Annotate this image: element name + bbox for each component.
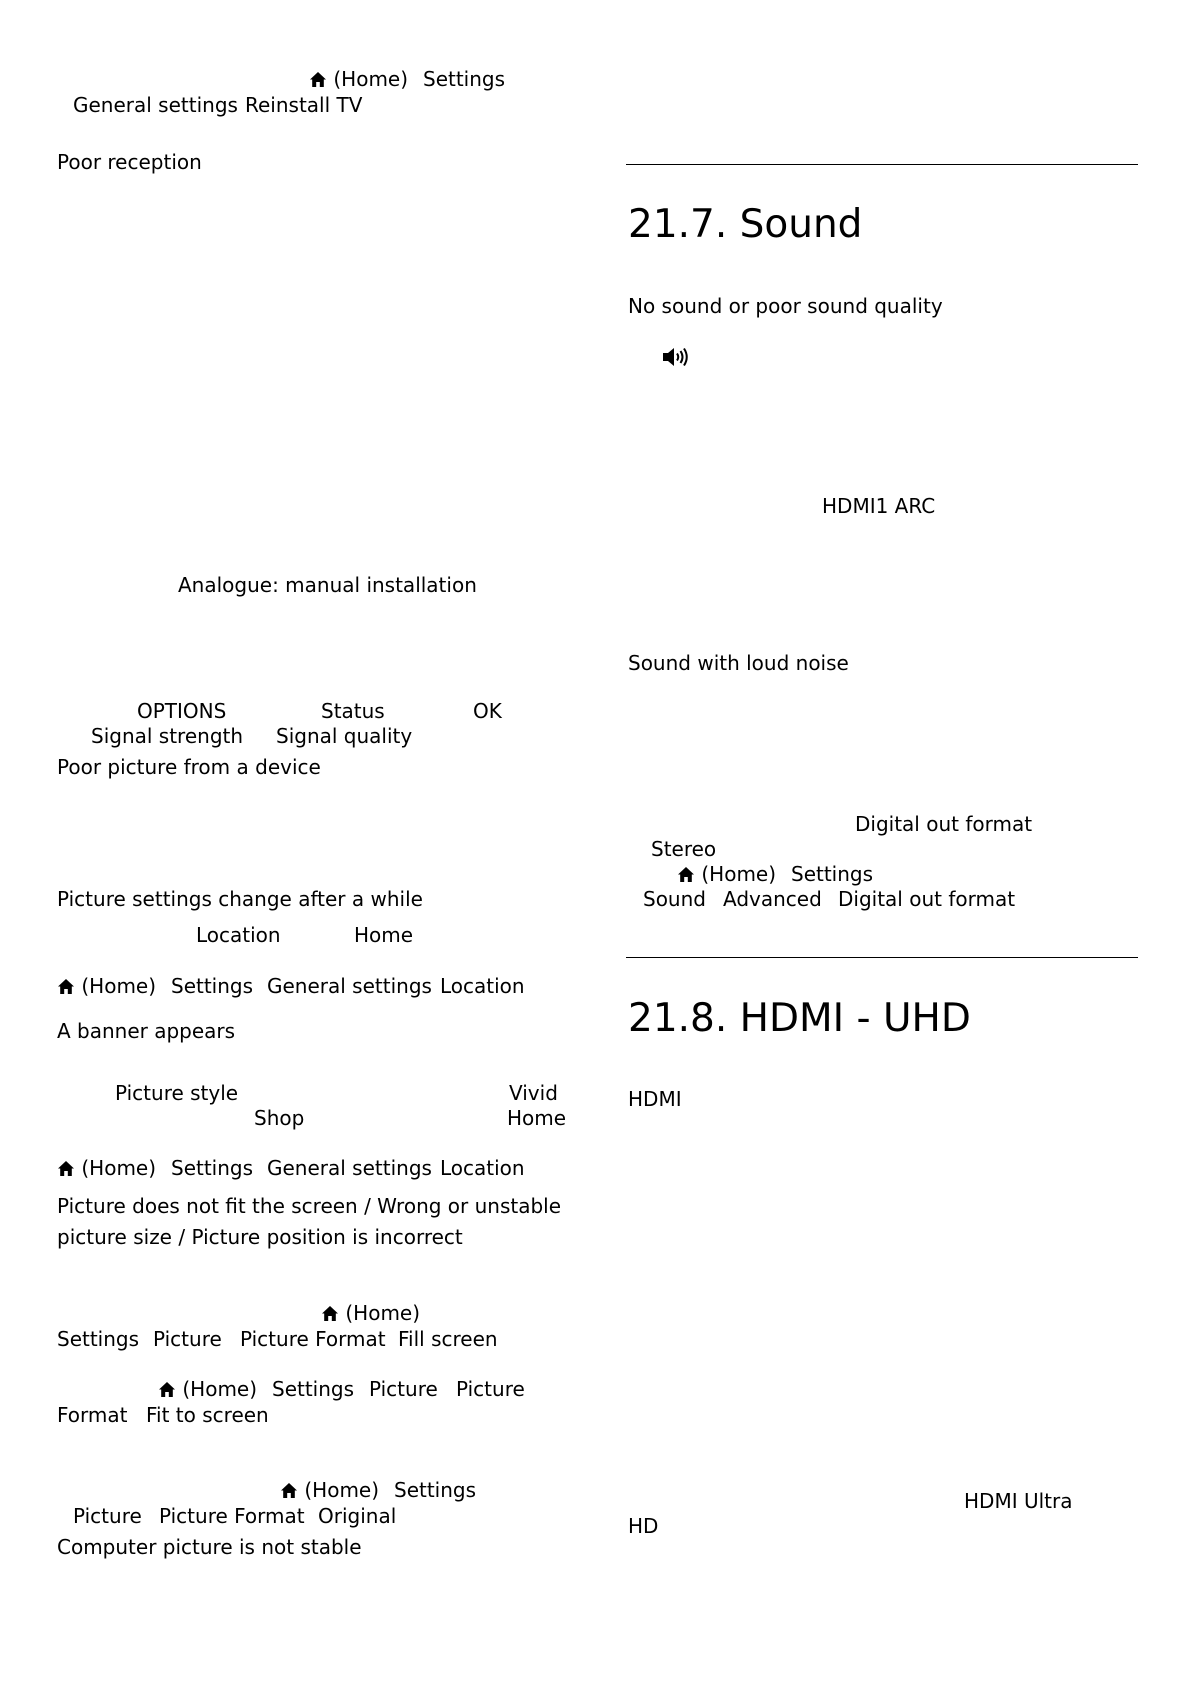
home-path-6 <box>280 1478 379 1503</box>
options-label: OPTIONS <box>137 699 227 723</box>
sound-section-title: 21.7. Sound <box>628 202 863 247</box>
analogue-manual-label: Analogue: manual installation <box>178 573 477 597</box>
home-icon <box>677 866 695 883</box>
home-path-1 <box>309 67 408 92</box>
advanced-label: Advanced <box>723 887 822 911</box>
home-label: (Home) <box>182 1377 258 1401</box>
no-sound-heading: No sound or poor sound quality <box>628 294 943 318</box>
picture-label: Picture <box>369 1377 438 1401</box>
home-path-3 <box>57 1156 156 1181</box>
home-path-4 <box>321 1301 420 1326</box>
home-label: (Home) <box>345 1301 421 1325</box>
home-path-2 <box>57 974 156 999</box>
general-settings-label: General settings <box>267 974 432 998</box>
picture-label: Picture <box>153 1327 222 1351</box>
section-divider <box>626 957 1138 958</box>
picture-label: Picture <box>456 1377 525 1401</box>
picture-label: Picture <box>73 1504 142 1528</box>
settings-label: Settings <box>394 1478 477 1502</box>
original-label: Original <box>318 1504 397 1528</box>
digital-out-format-label: Digital out format <box>855 812 1033 836</box>
poor-picture-device-heading: Poor picture from a device <box>57 755 321 779</box>
home-icon <box>280 1482 298 1499</box>
hd-label: HD <box>628 1514 659 1538</box>
location-label: Location <box>440 974 525 998</box>
home-path-5 <box>158 1377 257 1402</box>
sound-label: Sound <box>643 887 706 911</box>
hdmi-uhd-section-title: 21.8. HDMI - UHD <box>628 996 971 1041</box>
vivid-label: Vivid <box>509 1081 558 1105</box>
settings-label: Settings <box>171 974 254 998</box>
shop-label: Shop <box>254 1106 305 1130</box>
hdmi-label: HDMI <box>628 1087 682 1111</box>
stereo-label: Stereo <box>651 837 717 861</box>
settings-label: Settings <box>171 1156 254 1180</box>
home-icon <box>309 71 327 88</box>
settings-label: Settings <box>791 862 874 886</box>
home-icon <box>57 1160 75 1177</box>
picture-style-label: Picture style <box>115 1081 239 1105</box>
picture-settings-change-heading: Picture settings change after a while <box>57 887 423 911</box>
reinstall-tv-label: Reinstall TV <box>245 93 363 117</box>
home-text-label: Home <box>354 923 414 947</box>
banner-appears-heading: A banner appears <box>57 1019 236 1043</box>
home-label: (Home) <box>81 1156 157 1180</box>
speaker-icon <box>661 345 693 375</box>
signal-quality-label: Signal quality <box>276 724 413 748</box>
ok-label: OK <box>473 699 502 723</box>
picture-fit-heading-line1: Picture does not fit the screen / Wrong or unstable <box>57 1194 562 1218</box>
general-settings-label: General settings <box>73 93 238 117</box>
fill-screen-label: Fill screen <box>398 1327 498 1351</box>
settings-label: Settings <box>272 1377 355 1401</box>
home-label: (Home) <box>701 862 777 886</box>
home-icon <box>158 1381 176 1398</box>
digital-out-format-label: Digital out format <box>838 887 1016 911</box>
hdmi-ultra-label: HDMI Ultra <box>964 1489 1073 1513</box>
location-label: Location <box>440 1156 525 1180</box>
home-label: (Home) <box>81 974 157 998</box>
settings-label: Settings <box>423 67 506 91</box>
fit-to-screen-label: Fit to screen <box>146 1403 269 1427</box>
poor-reception-heading: Poor reception <box>57 150 202 174</box>
general-settings-label: General settings <box>267 1156 432 1180</box>
picture-format-label: Picture Format <box>240 1327 386 1351</box>
loud-noise-heading: Sound with loud noise <box>628 651 849 675</box>
home-label: (Home) <box>304 1478 380 1502</box>
section-divider <box>626 164 1138 165</box>
signal-strength-label: Signal strength <box>91 724 244 748</box>
computer-not-stable-heading: Computer picture is not stable <box>57 1535 362 1559</box>
home-icon <box>321 1305 339 1322</box>
location-label: Location <box>196 923 281 947</box>
picture-format-label: Picture Format <box>159 1504 305 1528</box>
picture-fit-heading-line2: picture size / Picture position is incorrect <box>57 1225 463 1249</box>
hdmi-arc-label: HDMI1 ARC <box>822 494 936 518</box>
status-label: Status <box>321 699 385 723</box>
format-label: Format <box>57 1403 128 1427</box>
settings-label: Settings <box>57 1327 140 1351</box>
home-text-label: Home <box>507 1106 567 1130</box>
home-label: (Home) <box>333 67 409 91</box>
home-path-7 <box>677 862 776 887</box>
home-icon <box>57 978 75 995</box>
